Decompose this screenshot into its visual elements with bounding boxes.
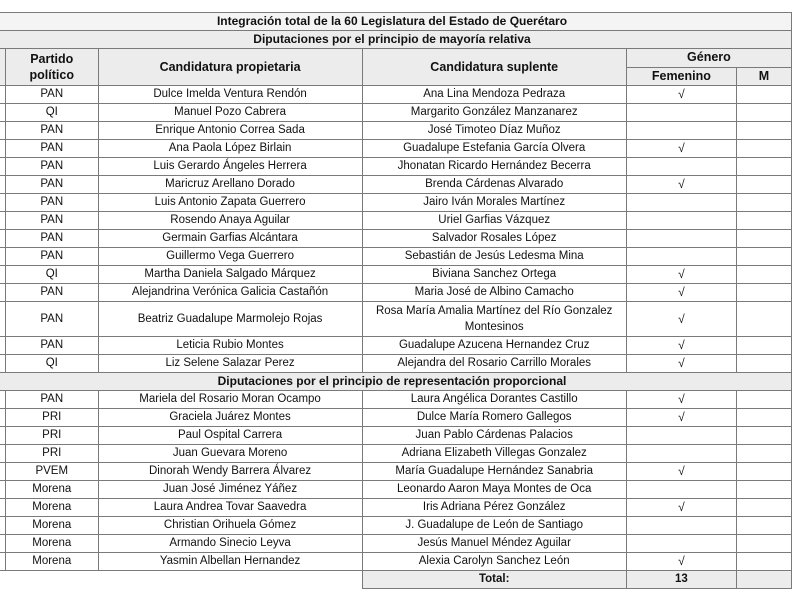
suplente-cell: Uriel Garfias Vázquez [362, 212, 626, 230]
masculino-cell [736, 409, 791, 427]
femenino-cell: √ [626, 337, 736, 355]
suplente-cell: Margarito González Manzanarez [362, 104, 626, 122]
propietaria-cell: Dulce Imelda Ventura Rendón [98, 86, 362, 104]
total-spacer [98, 571, 362, 589]
partido-cell: QI [5, 355, 98, 373]
femenino-cell [626, 122, 736, 140]
suplente-cell: Laura Angélica Dorantes Castillo [362, 391, 626, 409]
propietaria-cell: Beatriz Guadalupe Marmolejo Rojas [98, 302, 362, 337]
partido-cell: Morena [5, 517, 98, 535]
suplente-cell: Sebastián de Jesús Ledesma Mina [362, 248, 626, 266]
masculino-cell [736, 499, 791, 517]
partido-cell: PAN [5, 86, 98, 104]
partido-cell: PAN [5, 284, 98, 302]
table-row [0, 212, 792, 230]
suplente-cell: Guadalupe Estefania García Olvera [362, 140, 626, 158]
partido-cell: PAN [5, 194, 98, 212]
suplente-cell: María Guadalupe Hernández Sanabria [362, 463, 626, 481]
femenino-cell: √ [626, 86, 736, 104]
suplente-cell: J. Guadalupe de León de Santiago [362, 517, 626, 535]
suplente-cell: Alejandra del Rosario Carrillo Morales [362, 355, 626, 373]
table-row [0, 553, 792, 571]
suplente-cell: Biviana Sanchez Ortega [362, 266, 626, 284]
femenino-cell [626, 194, 736, 212]
suplente-cell: Guadalupe Azucena Hernandez Cruz [362, 337, 626, 355]
femenino-cell: √ [626, 463, 736, 481]
propietaria-cell: Leticia Rubio Montes [98, 337, 362, 355]
mayoria-rows [0, 86, 792, 373]
masculino-cell [736, 337, 791, 355]
table-row [0, 140, 792, 158]
masculino-cell [736, 284, 791, 302]
suplente-cell: Leonardo Aaron Maya Montes de Oca [362, 481, 626, 499]
suplente-cell: Juan Pablo Cárdenas Palacios [362, 427, 626, 445]
masculino-cell [736, 230, 791, 248]
propietaria-cell: Enrique Antonio Correa Sada [98, 122, 362, 140]
suplente-cell: Salvador Rosales López [362, 230, 626, 248]
masculino-cell [736, 122, 791, 140]
table-row [0, 230, 792, 248]
column-header-genero: Género [626, 49, 791, 68]
table-row [0, 158, 792, 176]
partido-cell: Morena [5, 553, 98, 571]
propietaria-cell: Guillermo Vega Guerrero [98, 248, 362, 266]
table-row [0, 445, 792, 463]
partido-cell: QI [5, 104, 98, 122]
propietaria-cell: Graciela Juárez Montes [98, 409, 362, 427]
masculino-cell [736, 463, 791, 481]
column-header-masculino: M [736, 67, 791, 86]
masculino-cell [736, 266, 791, 284]
propietaria-cell: Dinorah Wendy Barrera Álvarez [98, 463, 362, 481]
suplente-cell: Rosa María Amalia Martínez del Río Gonzalez Montesinos [362, 302, 626, 337]
partido-cell: PAN [5, 176, 98, 194]
table-title: Integración total de la 60 Legislatura del Estado de Querétaro [0, 13, 792, 31]
femenino-cell: √ [626, 553, 736, 571]
femenino-cell: √ [626, 266, 736, 284]
femenino-cell: √ [626, 140, 736, 158]
partido-cell: QI [5, 266, 98, 284]
partido-cell: PAN [5, 248, 98, 266]
table-row [0, 176, 792, 194]
propietaria-cell: Liz Selene Salazar Perez [98, 355, 362, 373]
femenino-cell [626, 481, 736, 499]
propietaria-cell: Rosendo Anaya Aguilar [98, 212, 362, 230]
partido-cell: PAN [5, 391, 98, 409]
suplente-cell: Brenda Cárdenas Alvarado [362, 176, 626, 194]
partido-cell: PAN [5, 158, 98, 176]
propietaria-cell: Paul Ospital Carrera [98, 427, 362, 445]
total-label: Total: [362, 571, 626, 589]
femenino-cell [626, 445, 736, 463]
masculino-cell [736, 445, 791, 463]
propietaria-cell: Martha Daniela Salgado Márquez [98, 266, 362, 284]
legislature-table [0, 12, 792, 589]
suplente-cell: Dulce María Romero Gallegos [362, 409, 626, 427]
suplente-cell: Maria José de Albino Camacho [362, 284, 626, 302]
suplente-cell: Iris Adriana Pérez González [362, 499, 626, 517]
partido-cell: Morena [5, 481, 98, 499]
table-row [0, 535, 792, 553]
femenino-cell [626, 230, 736, 248]
partido-cell: PRI [5, 427, 98, 445]
masculino-cell [736, 248, 791, 266]
table-row [0, 194, 792, 212]
femenino-cell [626, 104, 736, 122]
masculino-cell [736, 391, 791, 409]
total-masculino [736, 571, 791, 589]
suplente-cell: Alexia Carolyn Sanchez León [362, 553, 626, 571]
column-header-propietaria: Candidatura propietaria [98, 49, 362, 86]
femenino-cell [626, 535, 736, 553]
column-header-suplente: Candidatura suplente [362, 49, 626, 86]
propietaria-cell: Armando Sinecio Leyva [98, 535, 362, 553]
partido-cell: PAN [5, 122, 98, 140]
partido-cell: PRI [5, 445, 98, 463]
partido-cell: PVEM [5, 463, 98, 481]
femenino-cell: √ [626, 284, 736, 302]
masculino-cell [736, 355, 791, 373]
masculino-cell [736, 104, 791, 122]
femenino-cell: √ [626, 302, 736, 337]
femenino-cell: √ [626, 176, 736, 194]
total-femenino: 13 [626, 571, 736, 589]
suplente-cell: Jesús Manuel Méndez Aguilar [362, 535, 626, 553]
masculino-cell [736, 427, 791, 445]
propietaria-cell: Germain Garfias Alcántara [98, 230, 362, 248]
total-spacer [5, 571, 98, 589]
femenino-cell [626, 212, 736, 230]
table-row [0, 104, 792, 122]
table-row [0, 409, 792, 427]
partido-cell: PAN [5, 337, 98, 355]
section-heading-rp: Diputaciones por el principio de representación proporcional [0, 373, 792, 391]
table-row [0, 517, 792, 535]
propietaria-cell: Ana Paola López Birlain [98, 140, 362, 158]
section-heading-mayoria: Diputaciones por el principio de mayoría relativa [0, 31, 792, 49]
propietaria-cell: Christian Orihuela Gómez [98, 517, 362, 535]
propietaria-cell: Juan Guevara Moreno [98, 445, 362, 463]
table-row [0, 463, 792, 481]
femenino-cell: √ [626, 499, 736, 517]
propietaria-cell: Luis Gerardo Ángeles Herrera [98, 158, 362, 176]
propietaria-cell: Juan José Jiménez Yáñez [98, 481, 362, 499]
femenino-cell [626, 427, 736, 445]
propietaria-cell: Mariela del Rosario Moran Ocampo [98, 391, 362, 409]
partido-cell: PAN [5, 302, 98, 337]
suplente-cell: Ana Lina Mendoza Pedraza [362, 86, 626, 104]
masculino-cell [736, 302, 791, 337]
table-row [0, 302, 792, 337]
suplente-cell: Jairo Iván Morales Martínez [362, 194, 626, 212]
propietaria-cell: Alejandrina Verónica Galicia Castañón [98, 284, 362, 302]
masculino-cell [736, 86, 791, 104]
rp-rows [0, 391, 792, 571]
masculino-cell [736, 158, 791, 176]
table-row [0, 86, 792, 104]
masculino-cell [736, 517, 791, 535]
propietaria-cell: Manuel Pozo Cabrera [98, 104, 362, 122]
masculino-cell [736, 481, 791, 499]
partido-cell: PRI [5, 409, 98, 427]
propietaria-cell: Yasmin Albellan Hernandez [98, 553, 362, 571]
table-row [0, 284, 792, 302]
femenino-cell [626, 517, 736, 535]
table-row [0, 427, 792, 445]
suplente-cell: Adriana Elizabeth Villegas Gonzalez [362, 445, 626, 463]
masculino-cell [736, 194, 791, 212]
partido-cell: Morena [5, 499, 98, 517]
masculino-cell [736, 212, 791, 230]
partido-cell: Morena [5, 535, 98, 553]
femenino-cell: √ [626, 391, 736, 409]
masculino-cell [736, 140, 791, 158]
femenino-cell: √ [626, 355, 736, 373]
masculino-cell [736, 553, 791, 571]
partido-cell: PAN [5, 212, 98, 230]
propietaria-cell: Laura Andrea Tovar Saavedra [98, 499, 362, 517]
femenino-cell [626, 248, 736, 266]
femenino-cell [626, 158, 736, 176]
table-row [0, 355, 792, 373]
femenino-cell: √ [626, 409, 736, 427]
table-row [0, 499, 792, 517]
column-header-partido: Partido político [5, 49, 98, 86]
masculino-cell [736, 535, 791, 553]
propietaria-cell: Maricruz Arellano Dorado [98, 176, 362, 194]
masculino-cell [736, 176, 791, 194]
partido-cell: PAN [5, 140, 98, 158]
table-row [0, 337, 792, 355]
table-row [0, 248, 792, 266]
column-header-femenino: Femenino [626, 67, 736, 86]
suplente-cell: José Timoteo Díaz Muñoz [362, 122, 626, 140]
table-row [0, 122, 792, 140]
table-row [0, 481, 792, 499]
table-row [0, 266, 792, 284]
propietaria-cell: Luis Antonio Zapata Guerrero [98, 194, 362, 212]
partido-cell: PAN [5, 230, 98, 248]
table-row [0, 391, 792, 409]
suplente-cell: Jhonatan Ricardo Hernández Becerra [362, 158, 626, 176]
